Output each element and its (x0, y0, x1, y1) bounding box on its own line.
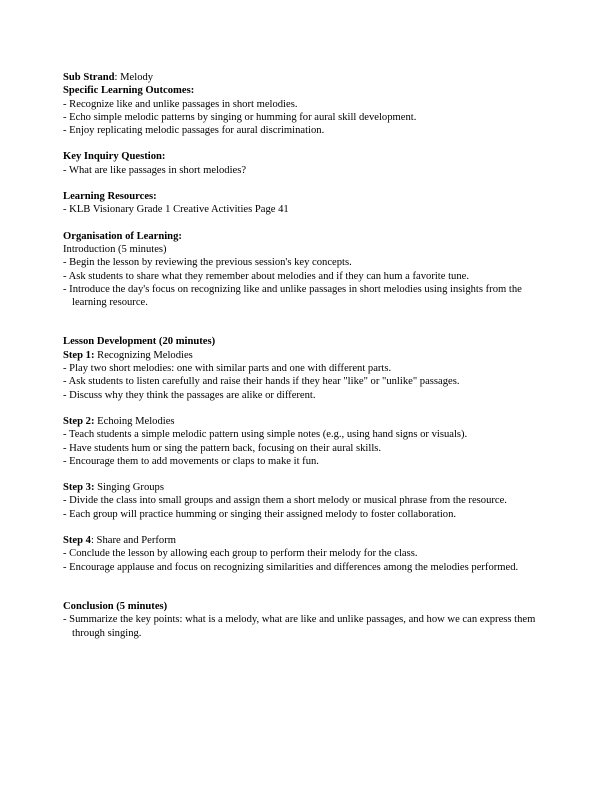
step-3-title: Singing Groups (94, 482, 164, 494)
step-2-item: - Encourage them to add movements or claps to make it fun. (63, 455, 319, 467)
conclusion-section (63, 600, 553, 640)
inquiry-section (63, 150, 553, 177)
step-1 (63, 349, 553, 402)
sub-strand-line (63, 71, 553, 84)
step-2-item: - Teach students a simple melodic pattern using simple notes (e.g., using hand signs or visuals). (63, 429, 468, 441)
step-2-item: - Have students hum or sing the pattern back, focusing on their aural skills. (63, 442, 382, 454)
resources-heading: Learning Resources: (63, 191, 157, 203)
step-4-item: - Encourage applause and focus on recognizing similarities and differences among the melodies performed. (63, 561, 519, 573)
outcome-item: - Recognize like and unlike passages in short melodies. (63, 98, 298, 110)
step-1-title: Recognizing Melodies (94, 349, 193, 361)
sub-strand-section (63, 71, 553, 84)
organisation-item: - Begin the lesson by reviewing the previous session's key concepts. (63, 257, 352, 269)
organisation-heading: Organisation of Learning: (63, 230, 182, 242)
step-4 (63, 534, 553, 574)
step-3-title-line (63, 481, 553, 494)
step-1-item: - Discuss why they think the passages are alike or different. (63, 389, 316, 401)
development-section (63, 335, 553, 573)
step-2-title: Echoing Melodies (94, 415, 175, 427)
conclusion-item: - Summarize the key points: what is a melody, what are like and unlike passages, and how we can express them through singing. (63, 614, 536, 639)
step-4-item: - Conclude the lesson by allowing each group to perform their melody for the class. (63, 548, 418, 560)
organisation-item: - Introduce the day's focus on recognizing like and unlike passages in short melodies using insights from the learning resource. (63, 283, 522, 309)
step-4-title: : Share and Perform (90, 535, 176, 547)
inquiry-heading: Key Inquiry Question: (63, 151, 166, 163)
organisation-item: - Ask students to share what they remember about melodies and if they can hum a favorite tune. (63, 270, 469, 282)
lesson-plan-page (63, 71, 553, 640)
outcome-item: - Echo simple melodic patterns by singing or humming for aural skill development. (63, 111, 417, 123)
outcome-item: - Enjoy replicating melodic passages for aural discrimination. (63, 125, 325, 137)
sub-strand-label: Sub Strand (63, 72, 115, 83)
step-3-item: - Each group will practice humming or singing their assigned melody to foster collaboration. (63, 508, 457, 520)
step-2-label: Step 2: (63, 415, 95, 427)
step-1-title-line (63, 349, 553, 362)
step-3-item: - Divide the class into small groups and assign them a short melody or musical phrase from the resource. (63, 495, 507, 507)
step-1-label: Step 1: (63, 349, 95, 361)
sub-strand-value: : Melody (114, 72, 154, 83)
introduction-label: Introduction (5 minutes) (63, 243, 167, 255)
outcomes-heading: Specific Learning Outcomes: (63, 85, 195, 97)
conclusion-heading: Conclusion (5 minutes) (63, 600, 168, 612)
development-heading: Lesson Development (20 minutes) (63, 336, 216, 348)
step-1-item: - Play two short melodies: one with similar parts and one with different parts. (63, 363, 392, 375)
resource-item: - KLB Visionary Grade 1 Creative Activities Page 41 (63, 204, 289, 216)
inquiry-item: - What are like passages in short melodies? (63, 164, 247, 176)
step-3-label: Step 3: (63, 482, 95, 494)
step-4-label: Step 4 (63, 535, 91, 547)
step-2 (63, 415, 553, 468)
step-2-title-line (63, 415, 553, 428)
step-3 (63, 481, 553, 521)
outcomes-section (63, 84, 553, 137)
resources-section (63, 190, 553, 217)
organisation-section (63, 230, 553, 310)
step-4-title-line (63, 534, 553, 547)
step-1-item: - Ask students to listen carefully and raise their hands if they hear "like" or "unlike" passages. (63, 376, 460, 388)
